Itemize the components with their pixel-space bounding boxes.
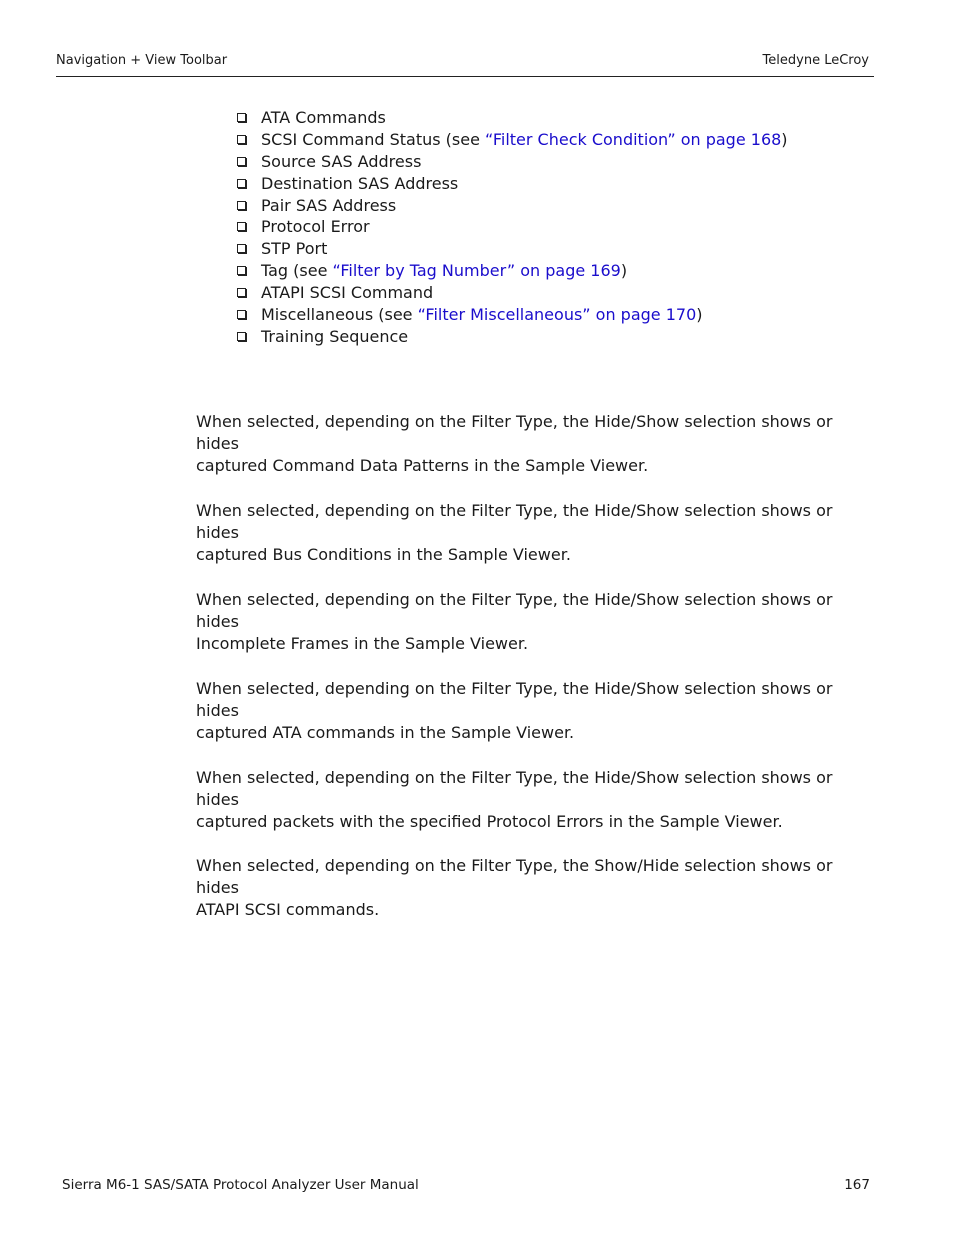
checkbox-bullet-icon bbox=[237, 310, 246, 319]
checkbox-bullet-icon bbox=[237, 244, 246, 253]
filter-miscellaneous-link[interactable]: “Filter Miscellaneous” on page 170 bbox=[417, 305, 697, 325]
bus-conditions-paragraph: When selected, depending on the Filter Type, the Hide/Show selection shows or hides captured Bus Conditions in the Sample Viewer. bbox=[196, 501, 833, 564]
list-item: Tag (see “Filter by Tag Number” on page 169) bbox=[237, 260, 788, 282]
page-number: 167 bbox=[844, 1177, 870, 1193]
list-item: Training Sequence bbox=[237, 326, 788, 348]
header-section-title: Navigation + View Toolbar bbox=[56, 53, 228, 68]
list-item: STP Port bbox=[237, 238, 788, 260]
checkbox-bullet-icon bbox=[237, 332, 246, 341]
filter-check-condition-link[interactable]: “Filter Check Condition” on page 168 bbox=[485, 129, 782, 149]
checkbox-bullet-icon bbox=[237, 288, 246, 297]
checkbox-bullet-icon bbox=[237, 113, 246, 122]
command-data-patterns-paragraph: When selected, depending on the Filter Type, the Hide/Show selection shows or hides captured Command Data Patterns in the Sample Viewer. bbox=[196, 412, 833, 475]
checkbox-bullet-icon bbox=[237, 157, 246, 166]
filter-by-tag-number-link[interactable]: “Filter by Tag Number” on page 169 bbox=[332, 261, 621, 281]
list-item: Miscellaneous (see “Filter Miscellaneous” on page 170) bbox=[237, 304, 788, 326]
page-header bbox=[56, 52, 874, 77]
list-item: SCSI Command Status (see “Filter Check Condition” on page 168) bbox=[237, 129, 788, 151]
checkbox-bullet-icon bbox=[237, 201, 246, 210]
checkbox-bullet-icon bbox=[237, 135, 246, 144]
list-item: ATAPI SCSI Command bbox=[237, 282, 788, 304]
checkbox-bullet-icon bbox=[237, 179, 246, 188]
checkbox-bullet-icon bbox=[237, 266, 246, 275]
filter-options-list bbox=[237, 107, 788, 348]
footer-manual-title: Sierra M6-1 SAS/SATA Protocol Analyzer User Manual bbox=[62, 1177, 419, 1193]
atapi-scsi-paragraph: When selected, depending on the Filter Type, the Show/Hide selection shows or hides ATAPI SCSI commands. bbox=[196, 856, 833, 919]
list-item: Destination SAS Address bbox=[237, 173, 788, 195]
checkbox-bullet-icon bbox=[237, 222, 246, 231]
list-item: Pair SAS Address bbox=[237, 195, 788, 217]
incomplete-frames-paragraph: When selected, depending on the Filter Type, the Hide/Show selection shows or hides Incomplete Frames in the Sample Viewer. bbox=[196, 590, 833, 653]
protocol-errors-paragraph: When selected, depending on the Filter Type, the Hide/Show selection shows or hides captured packets with the specified Protocol Errors in the Sample Viewer. bbox=[196, 768, 833, 831]
list-item: ATA Commands bbox=[237, 107, 788, 129]
header-company: Teledyne LeCroy bbox=[762, 53, 869, 68]
ata-commands-paragraph: When selected, depending on the Filter Type, the Hide/Show selection shows or hides captured ATA commands in the Sample Viewer. bbox=[196, 679, 833, 742]
list-item: Protocol Error bbox=[237, 216, 788, 238]
list-item: Source SAS Address bbox=[237, 151, 788, 173]
